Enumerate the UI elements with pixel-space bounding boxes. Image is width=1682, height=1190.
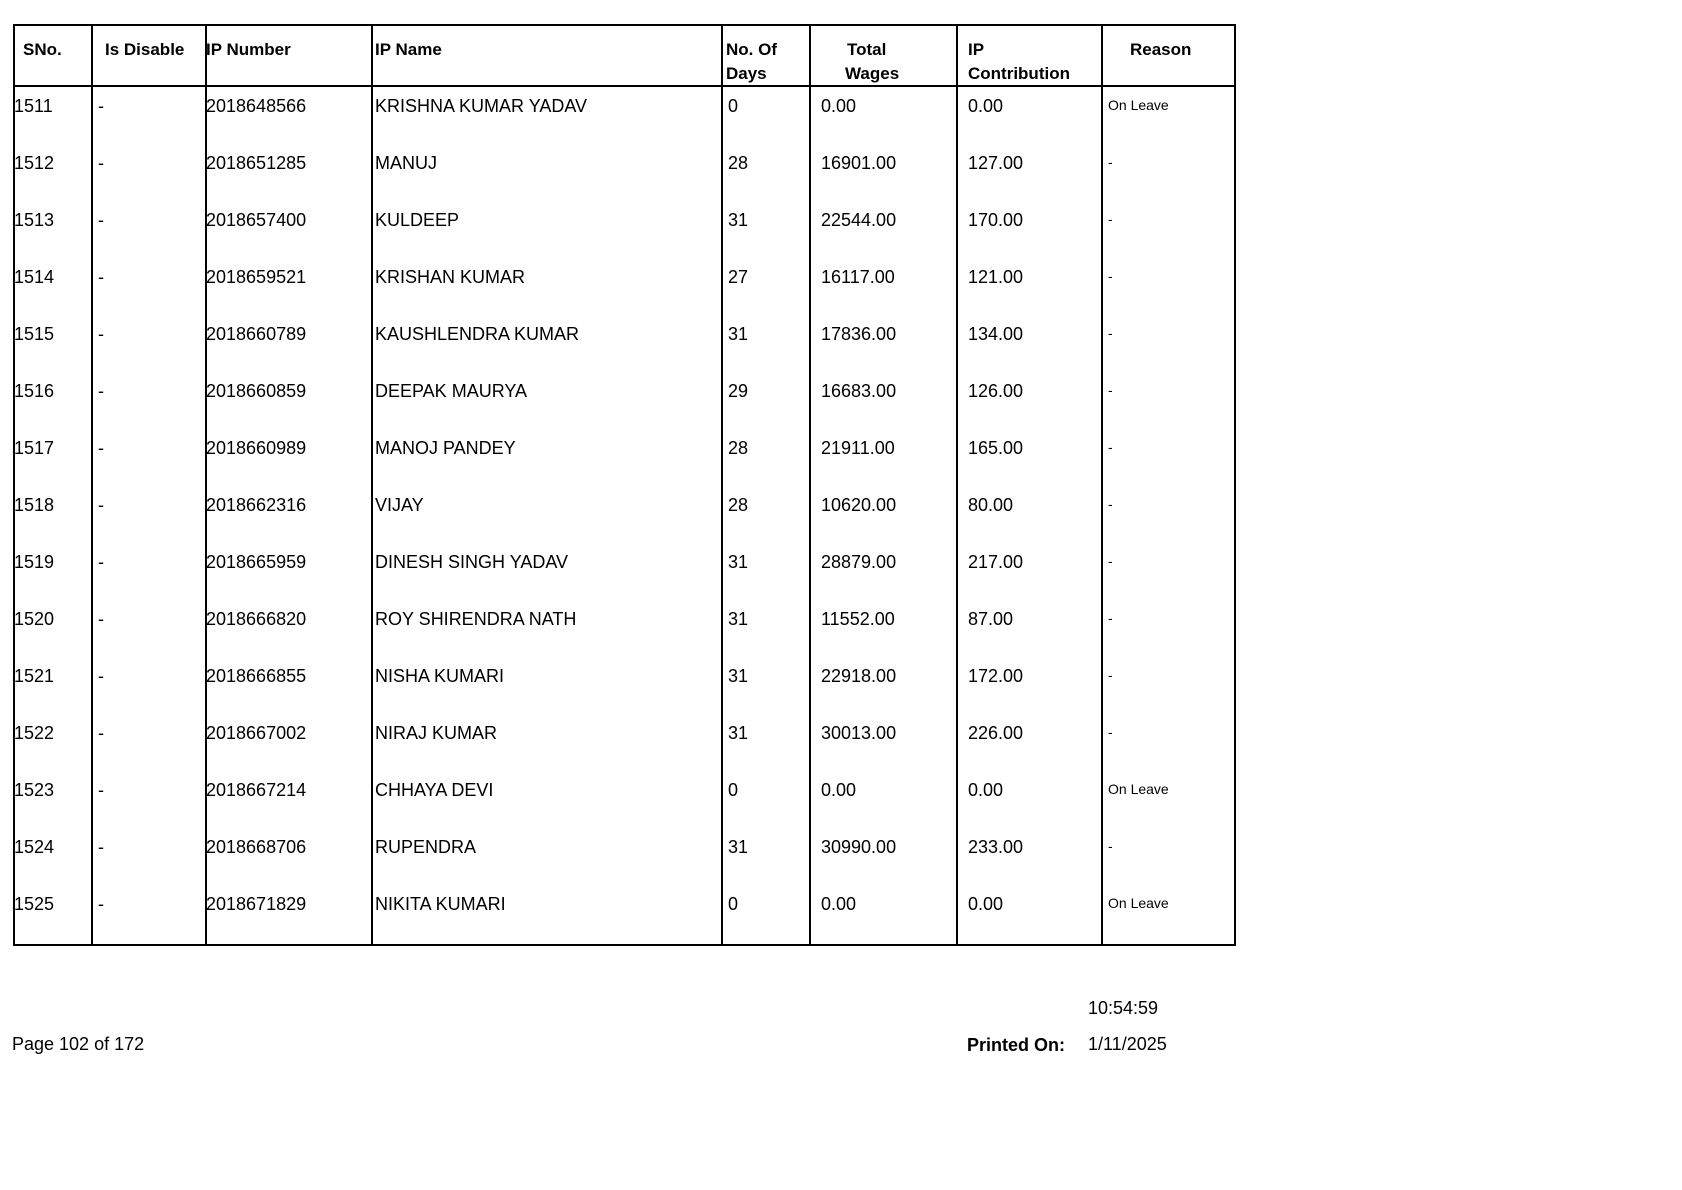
cell-ip-number: 2018660789 [206,324,307,344]
cell-is-disable: - [98,438,104,458]
cell-reason: - [1108,325,1113,341]
cell-reason: - [1108,268,1113,284]
cell-sno: 1522 [14,723,55,743]
table-row [15,429,1236,486]
cell-reason: On Leave [1108,97,1169,113]
cell-sno: 1516 [14,381,55,401]
cell-days: 0 [728,96,739,116]
header-is-disable: Is Disable [105,40,185,59]
cell-sno: 1515 [14,324,55,344]
cell-sno: 1523 [14,780,55,800]
printed-time: 10:54:59 [1088,998,1159,1018]
cell-reason: - [1108,667,1113,683]
cell-ip-number: 2018668706 [206,837,307,857]
cell-ip-number: 2018665959 [206,552,307,572]
cell-ip-number: 2018659521 [206,267,307,287]
cell-reason: - [1108,439,1113,455]
cell-days: 28 [728,153,749,173]
table-row [15,315,1236,372]
cell-days: 29 [728,381,749,401]
cell-contribution: 226.00 [968,723,1024,743]
cell-wages: 21911.00 [821,438,895,458]
cell-sno: 1512 [14,153,55,173]
cell-ip-number: 2018660989 [206,438,307,458]
cell-is-disable: - [98,96,104,116]
cell-contribution: 233.00 [968,837,1024,857]
cell-sno: 1525 [14,894,55,914]
table-row [15,87,1236,144]
cell-ip-name: MANOJ PANDEY [375,438,516,458]
cell-is-disable: - [98,780,104,800]
cell-is-disable: - [98,552,104,572]
cell-wages: 16117.00 [821,267,895,287]
cell-contribution: 0.00 [968,894,1004,914]
cell-wages: 17836.00 [821,324,897,344]
cell-is-disable: - [98,210,104,230]
cell-ip-number: 2018667002 [206,723,307,743]
cell-sno: 1514 [14,267,55,287]
cell-wages: 30990.00 [821,837,897,857]
cell-ip-name: KULDEEP [375,210,460,230]
cell-contribution: 170.00 [968,210,1024,230]
cell-days: 28 [728,438,749,458]
cell-sno: 1517 [14,438,55,458]
header-total-wages [845,38,899,86]
cell-ip-number: 2018666855 [206,666,307,686]
cell-is-disable: - [98,666,104,686]
cell-contribution: 134.00 [968,324,1024,344]
cell-days: 31 [728,324,749,344]
cell-contribution: 80.00 [968,495,1014,515]
cell-is-disable: - [98,381,104,401]
cell-sno: 1524 [14,837,55,857]
cell-days: 0 [728,894,739,914]
cell-is-disable: - [98,894,104,914]
table-row [15,258,1236,315]
table-row [15,771,1236,828]
header-total-wages-line2: Wages [845,64,900,83]
cell-contribution: 126.00 [968,381,1024,401]
cell-ip-number: 2018667214 [206,780,307,800]
cell-contribution: 0.00 [968,96,1004,116]
cell-wages: 30013.00 [821,723,897,743]
header-ip-name: IP Name [375,40,442,59]
header-sno: SNo. [23,40,62,59]
cell-days: 31 [728,609,749,629]
cell-days: 0 [728,780,739,800]
cell-contribution: 217.00 [968,552,1024,572]
cell-sno: 1518 [14,495,55,515]
cell-ip-name: MANUJ [375,153,437,173]
cell-reason: - [1108,154,1113,170]
cell-reason: On Leave [1108,895,1169,911]
cell-days: 31 [728,837,749,857]
cell-sno: 1521 [14,666,55,686]
cell-ip-name: DEEPAK MAURYA [375,381,528,401]
header-ip-contribution-line1: IP [968,40,985,59]
cell-is-disable: - [98,324,104,344]
table-row [15,372,1236,429]
cell-sno: 1520 [14,609,55,629]
header-ip-number: IP Number [206,40,291,59]
cell-ip-number: 2018662316 [206,495,307,515]
header-reason: Reason [1130,40,1192,59]
cell-ip-name: DINESH SINGH YADAV [375,552,569,572]
cell-is-disable: - [98,723,104,743]
header-no-of-days-line1: No. Of [726,40,777,59]
table-row [15,657,1236,714]
cell-wages: 16683.00 [821,381,897,401]
table-row [15,201,1236,258]
cell-reason: - [1108,724,1113,740]
cell-reason: - [1108,838,1113,854]
cell-wages: 0.00 [821,96,857,116]
cell-is-disable: - [98,153,104,173]
cell-reason: - [1108,211,1113,227]
cell-ip-name: NIKITA KUMARI [375,894,506,914]
cell-reason: - [1108,496,1113,512]
header-no-of-days-line2: Days [726,64,767,83]
cell-ip-number: 2018648566 [206,96,307,116]
cell-sno: 1513 [14,210,55,230]
contribution-table [13,24,1236,946]
cell-days: 28 [728,495,749,515]
cell-ip-number: 2018660859 [206,381,307,401]
cell-ip-name: KRISHNA KUMAR YADAV [375,96,588,116]
cell-days: 31 [728,666,749,686]
cell-ip-name: NISHA KUMARI [375,666,505,686]
table-row [15,144,1236,201]
cell-contribution: 172.00 [968,666,1024,686]
cell-sno: 1511 [14,96,53,116]
cell-wages: 22918.00 [821,666,897,686]
cell-ip-name: NIRAJ KUMAR [375,723,498,743]
cell-wages: 16901.00 [821,153,897,173]
table-row [15,885,1236,942]
cell-ip-name: ROY SHIRENDRA NATH [375,609,577,629]
cell-is-disable: - [98,609,104,629]
cell-days: 27 [728,267,749,287]
cell-ip-number: 2018657400 [206,210,307,230]
cell-wages: 10620.00 [821,495,897,515]
cell-ip-name: VIJAY [375,495,424,515]
cell-is-disable: - [98,267,104,287]
cell-reason: - [1108,382,1113,398]
header-total-wages-line1: Total [847,40,887,59]
cell-ip-number: 2018671829 [206,894,307,914]
cell-contribution: 0.00 [968,780,1004,800]
printed-on-label: Printed On: [967,1035,1065,1055]
cell-contribution: 87.00 [968,609,1014,629]
cell-is-disable: - [98,837,104,857]
cell-reason: - [1108,553,1113,569]
cell-days: 31 [728,723,749,743]
cell-contribution: 127.00 [968,153,1024,173]
cell-days: 31 [728,210,749,230]
cell-wages: 28879.00 [821,552,897,572]
cell-contribution: 121.00 [968,267,1024,287]
cell-days: 31 [728,552,749,572]
table-row [15,828,1236,885]
cell-wages: 0.00 [821,780,857,800]
table-row [15,486,1236,543]
table-row [15,543,1236,600]
table-row [15,600,1236,657]
cell-ip-name: RUPENDRA [375,837,477,857]
table-row [15,714,1236,771]
header-ip-contribution [968,38,1070,86]
page-number: Page 102 of 172 [12,1034,145,1054]
cell-ip-name: KRISHAN KUMAR [375,267,526,287]
cell-ip-name: KAUSHLENDRA KUMAR [375,324,580,344]
cell-wages: 22544.00 [821,210,897,230]
cell-sno: 1519 [14,552,55,572]
cell-wages: 11552.00 [821,609,895,629]
cell-is-disable: - [98,495,104,515]
cell-ip-name: CHHAYA DEVI [375,780,494,800]
cell-ip-number: 2018666820 [206,609,307,629]
header-ip-contribution-line2: Contribution [968,64,1070,83]
printed-date: 1/11/2025 [1088,1034,1167,1054]
cell-reason: - [1108,610,1113,626]
cell-reason: On Leave [1108,781,1169,797]
cell-contribution: 165.00 [968,438,1024,458]
cell-wages: 0.00 [821,894,857,914]
header-no-of-days [726,38,777,86]
cell-ip-number: 2018651285 [206,153,307,173]
